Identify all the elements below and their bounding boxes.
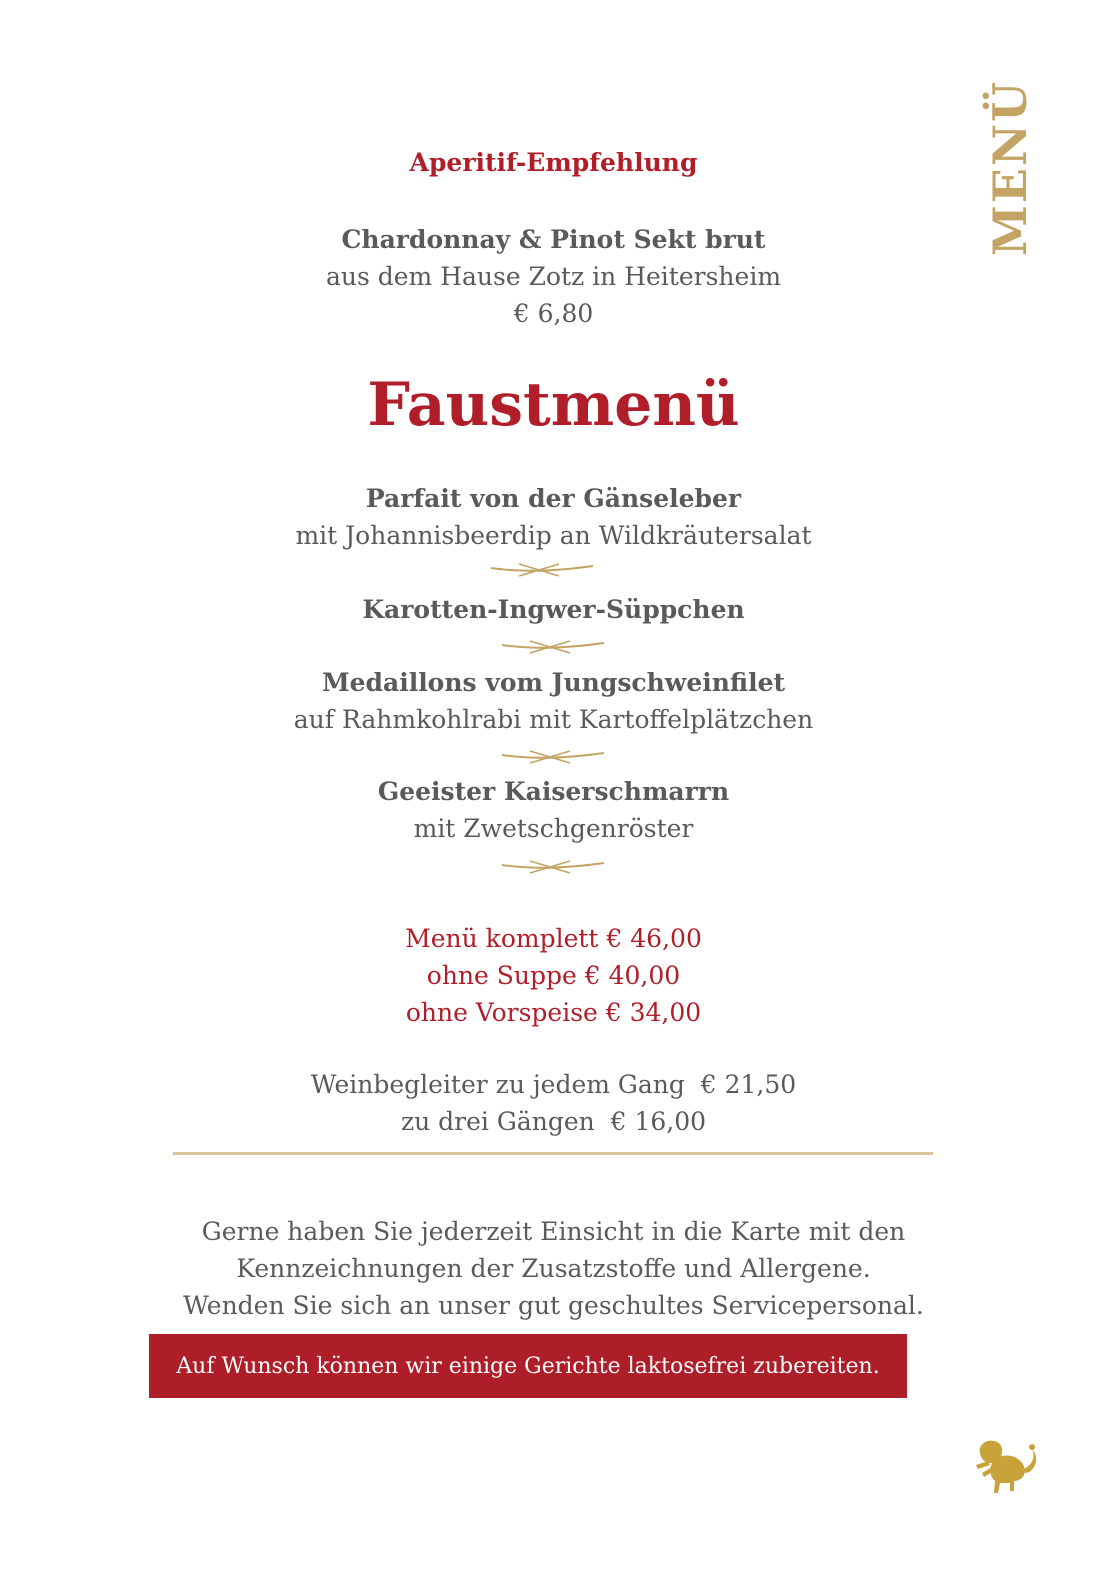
course-3-description: auf Rahmkohlrabi mit Kartoffelplätzchen	[293, 705, 814, 734]
course-1-description: mit Johannisbeerdip an Wildkräutersalat	[295, 521, 812, 550]
course-4-name: Geeister Kaiserschmarrn	[377, 777, 730, 806]
price-no-soup: ohne Suppe € 40,00	[426, 961, 681, 990]
banner-text: Auf Wunsch können wir einige Gerichte laktosefrei zubereiten.	[176, 1353, 880, 1379]
aperitif-origin: aus dem Hause Zotz in Heitersheim	[325, 262, 782, 291]
price-complete: Menü komplett € 46,00	[405, 924, 702, 953]
notice-line-3: Wenden Sie sich an unser gut geschultes Servicepersonal.	[183, 1291, 924, 1320]
course-4	[0, 773, 1107, 847]
notice-line-2: Kennzeichnungen der Zusatzstoffe und Allergene.	[236, 1254, 871, 1283]
menu-title: Faustmenü	[367, 370, 740, 440]
course-3	[0, 664, 1107, 738]
lactose-free-banner	[149, 1334, 907, 1398]
course-1-name: Parfait von der Gänseleber	[365, 484, 742, 513]
wine-pairing	[0, 1066, 1107, 1140]
aperitif-section	[0, 221, 1107, 332]
aperitif-name: Chardonnay & Pinot Sekt brut	[341, 225, 766, 254]
gold-flourish-icon	[489, 562, 595, 578]
wine-every-course: Weinbegleiter zu jedem Gang € 21,50	[310, 1070, 797, 1099]
side-label-text: MENÜ	[983, 79, 1037, 257]
course-2	[0, 591, 1107, 628]
divider	[173, 1152, 933, 1155]
aperitif-price: € 6,80	[513, 299, 594, 328]
wine-three-courses: zu drei Gängen € 16,00	[400, 1107, 707, 1136]
lion-icon	[970, 1433, 1040, 1499]
allergen-notice	[0, 1213, 1107, 1324]
price-no-starter: ohne Vorspeise € 34,00	[405, 998, 702, 1027]
course-2-name: Karotten-Ingwer-Süppchen	[362, 595, 745, 624]
gold-flourish-icon	[500, 749, 606, 765]
course-3-name: Medaillons vom Jungschweinfilet	[321, 668, 786, 697]
notice-line-1: Gerne haben Sie jederzeit Einsicht in die Karte mit den	[201, 1217, 906, 1246]
gold-flourish-icon	[500, 639, 606, 655]
course-4-description: mit Zwetschgenröster	[413, 814, 694, 843]
course-1	[0, 480, 1107, 554]
menu-prices	[0, 920, 1107, 1031]
gold-flourish-icon	[500, 859, 606, 875]
aperitif-heading: Aperitif-Empfehlung	[409, 148, 698, 177]
